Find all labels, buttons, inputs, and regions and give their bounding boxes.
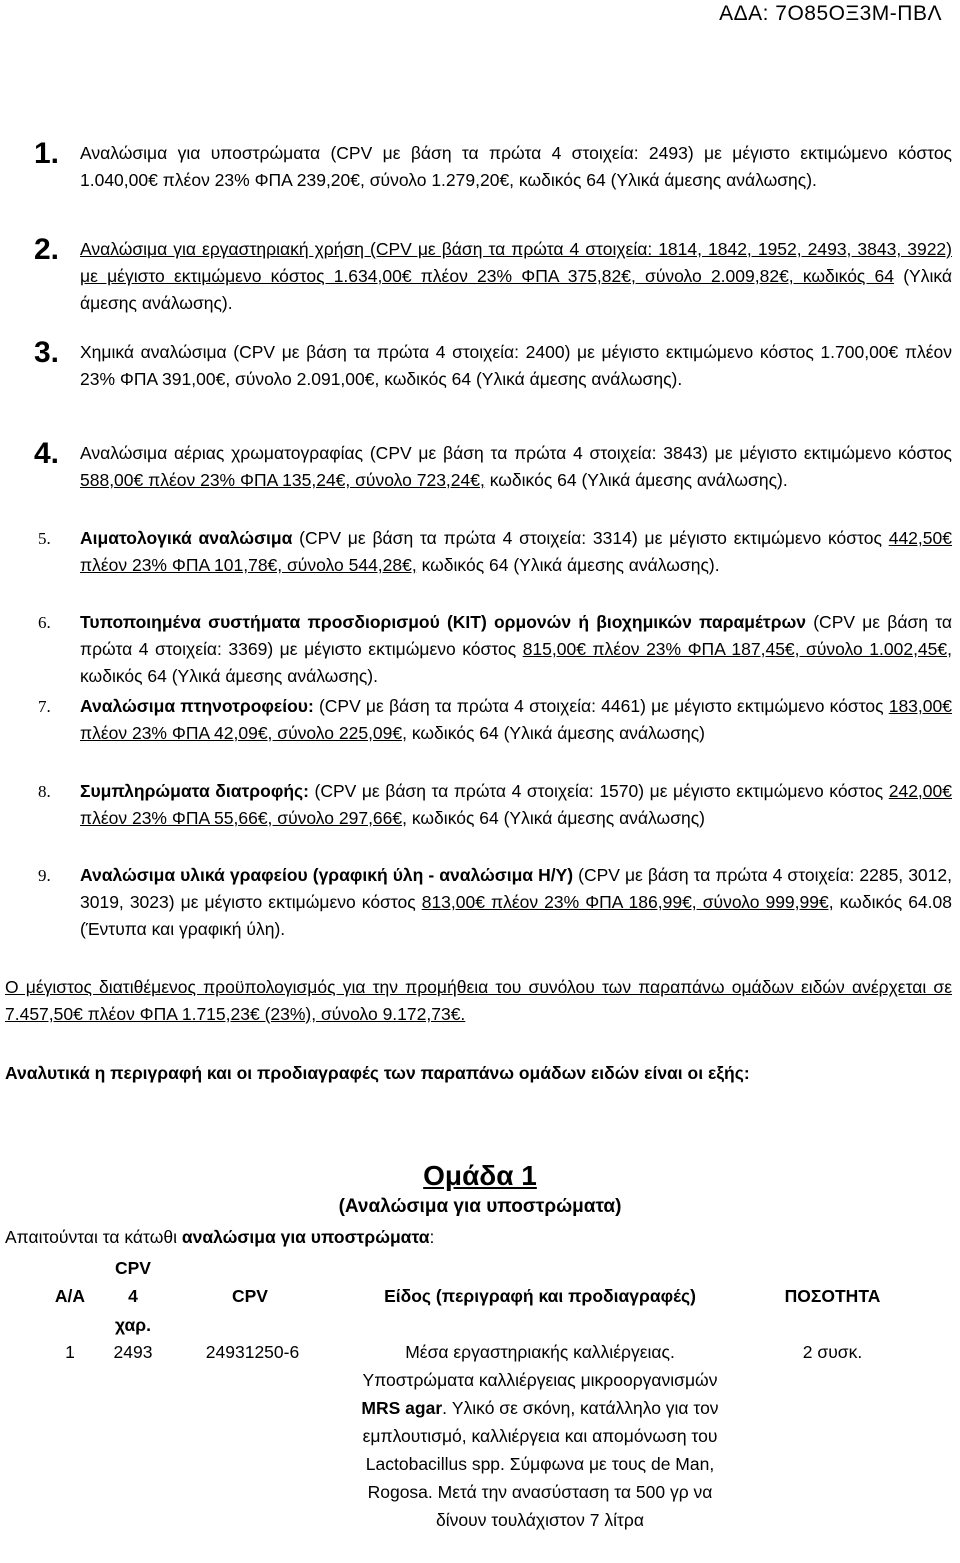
cell-aa: 1 [65,1342,75,1362]
item-cost: 183,00€ πλέον 23% ΦΠΑ 42,09€, σύνολο 225,09€, [80,696,952,743]
group-intro-bold: αναλώσιμα για υποστρώματα [181,1227,430,1247]
item-number: 4. [34,437,60,470]
th-cpv: CPV [232,1286,268,1306]
th-cpv4-line1: CPV [115,1258,151,1278]
item-number: 9. [38,866,51,885]
item-cost: 442,50€ πλέον 23% ΦΠΑ 101,78€, σύνολο 544,28€, [80,528,952,575]
th-cpv4-line3: χαρ. [115,1315,151,1335]
item-name: Αιματολογικά αναλώσιμα [80,528,293,548]
group-intro-text: Απαιτούνται τα κάτωθι [5,1227,182,1247]
list-item [34,137,952,194]
th-quantity: ΠΟΣΟΤΗΤΑ [784,1286,881,1306]
item-text: Αναλώσιμα αέριας χρωματογραφίας (CPV με βάση τα πρώτα 4 στοιχεία: 3843) με μέγιστο εκτιμώμενο κόστος [80,443,952,463]
item-number: 6. [38,613,51,632]
list-item [38,609,952,690]
item-text-tail: κωδικός 64 (Υλικά άμεσης ανάλωσης). [416,555,720,575]
item-name: Συμπληρώματα διατροφής: [80,781,309,801]
item-text-tail: κωδικός 64 (Υλικά άμεσης ανάλωσης). [80,666,378,686]
group-intro [5,1227,434,1248]
th-description: Είδος (περιγραφή και προδιαγραφές) [384,1286,696,1306]
item-text: Αναλώσιμα για εργαστηριακή χρήση (CPV με βάση τα πρώτα 4 στοιχεία: 1814, 1842, 1952, 2493, 3843, 3922) με μέγιστο εκτιμώμενο κόστος 1.634,00€ πλέον 23% ΦΠΑ 375,82€, σύνολο 2.009,82€, κωδικός 64 [80,239,952,286]
item-text: (CPV με βάση τα πρώτα 4 στοιχεία: 1570) με μέγιστο εκτιμώμενο κόστος [308,781,889,801]
item-number: 3. [34,336,60,369]
item-cost: 813,00€ πλέον 23% ΦΠΑ 186,99€, σύνολο 999,99€, [421,892,834,912]
group-intro-tail: : [429,1227,435,1247]
th-cpv4-line2: 4 [128,1286,138,1306]
list-item [34,437,952,494]
item-text: (CPV με βάση τα πρώτα 4 στοιχεία: 4461) με μέγιστο εκτιμώμενο κόστος [313,696,889,716]
item-number: 7. [38,697,51,716]
list-item [34,233,953,317]
list-item [38,862,952,943]
item-text-tail: (Υλικά άμεσης ανάλωσης). [80,266,953,313]
item-number: 1. [34,137,60,170]
item-name: Αναλώσιμα υλικά γραφείου (γραφική ύλη - αναλώσιμα Η/Υ) [80,865,574,885]
cell-cpv4: 2493 [113,1342,153,1362]
item-text: (CPV με βάση τα πρώτα 4 στοιχεία: 3369) με μέγιστο εκτιμώμενο κόστος [80,612,952,659]
item-number: 8. [38,782,51,801]
list-item [38,693,952,747]
list-item [38,525,952,579]
item-text: (CPV με βάση τα πρώτα 4 στοιχεία: 2285, 3012, 3019, 3023) με μέγιστο εκτιμώμενο κόστος [80,865,952,912]
list-item [38,778,952,832]
item-cost: 588,00€ πλέον 23% ΦΠΑ 135,24€, σύνολο 723,24€, [80,470,485,490]
item-text: (CPV με βάση τα πρώτα 4 στοιχεία: 3314) με μέγιστο εκτιμώμενο κόστος [292,528,889,548]
item-text: Χημικά αναλώσιμα (CPV με βάση τα πρώτα 4 στοιχεία: 2400) με μέγιστο εκτιμώμενο κόστος 1.700,00€ πλέον 23% ΦΠΑ 391,00€, σύνολο 2.091,00€, κωδικός 64 (Υλικά άμεσης ανάλωσης). [80,342,952,389]
detail-heading: Αναλυτικά η περιγραφή και οι προδιαγραφές των παραπάνω ομάδων ειδών είναι οι εξής: [5,1063,750,1083]
th-aa: Α/Α [54,1286,86,1306]
cell-cpv: 24931250-6 [205,1342,300,1362]
item-text: Αναλώσιμα για υποστρώματα (CPV με βάση τα πρώτα 4 στοιχεία: 2493) με μέγιστο εκτιμώμενο κόστος 1.040,00€ πλέον 23% ΦΠΑ 239,20€, σύνολο 1.279,20€, κωδικός 64 (Υλικά άμεσης ανάλωσης). [80,143,952,190]
item-text-tail: κωδικός 64.08 (Έντυπα και γραφική ύλη). [80,892,952,939]
item-name: Τυποποιημένα συστήματα προσδιορισμού (KIT) ορμονών ή βιοχημικών παραμέτρων [80,612,807,632]
item-number: 5. [38,529,51,548]
cell-quantity: 2 συσκ. [802,1342,863,1362]
cell-description-text: Μέσα εργαστηριακής καλλιέργειας. Υποστρώματα καλλιέργειας μικροοργανισμών [362,1342,718,1390]
item-text-tail: κωδικός 64 (Υλικά άμεσης ανάλωσης). [484,470,788,490]
cell-description [350,1338,730,1534]
item-text-tail: κωδικός 64 (Υλικά άμεσης ανάλωσης) [407,808,705,828]
group-title: Ομάδα 1 [423,1160,537,1191]
item-text-tail: κωδικός 64 (Υλικά άμεσης ανάλωσης) [407,723,705,743]
item-name: Αναλώσιμα πτηνοτροφείου: [80,696,314,716]
cell-description-bold: MRS agar [361,1398,443,1418]
item-number: 2. [34,233,60,266]
item-cost: 815,00€ πλέον 23% ΦΠΑ 187,45€, σύνολο 1.002,45€, [522,639,952,659]
list-item [34,336,952,393]
item-cost: 242,00€ πλέον 23% ΦΠΑ 55,66€, σύνολο 297,66€, [80,781,952,828]
ada-code: ΑΔΑ: 7Ο85ΟΞ3Μ-ΠΒΛ [719,2,942,25]
budget-paragraph: Ο μέγιστος διατιθέμενος προϋπολογισμός για την προμήθεια του συνόλου των παραπάνω ομάδων ειδών ανέρχεται σε 7.457,50€ πλέον ΦΠΑ 1.715,23€ (23%), σύνολο 9.172,73€. [5,977,952,1024]
group-subtitle: (Αναλώσιμα για υποστρώματα) [338,1196,622,1217]
cell-description-tail: . Υλικό σε σκόνη, κατάλληλο για τον εμπλουτισμό, καλλιέργεια και απομόνωση του Lactobacillus spp. Σύμφωνα με τους de Man, Rogosa. Μετά την ανασύσταση τα 500 γρ να δίνουν τουλάχιστον 7 λίτρα [362,1398,719,1530]
